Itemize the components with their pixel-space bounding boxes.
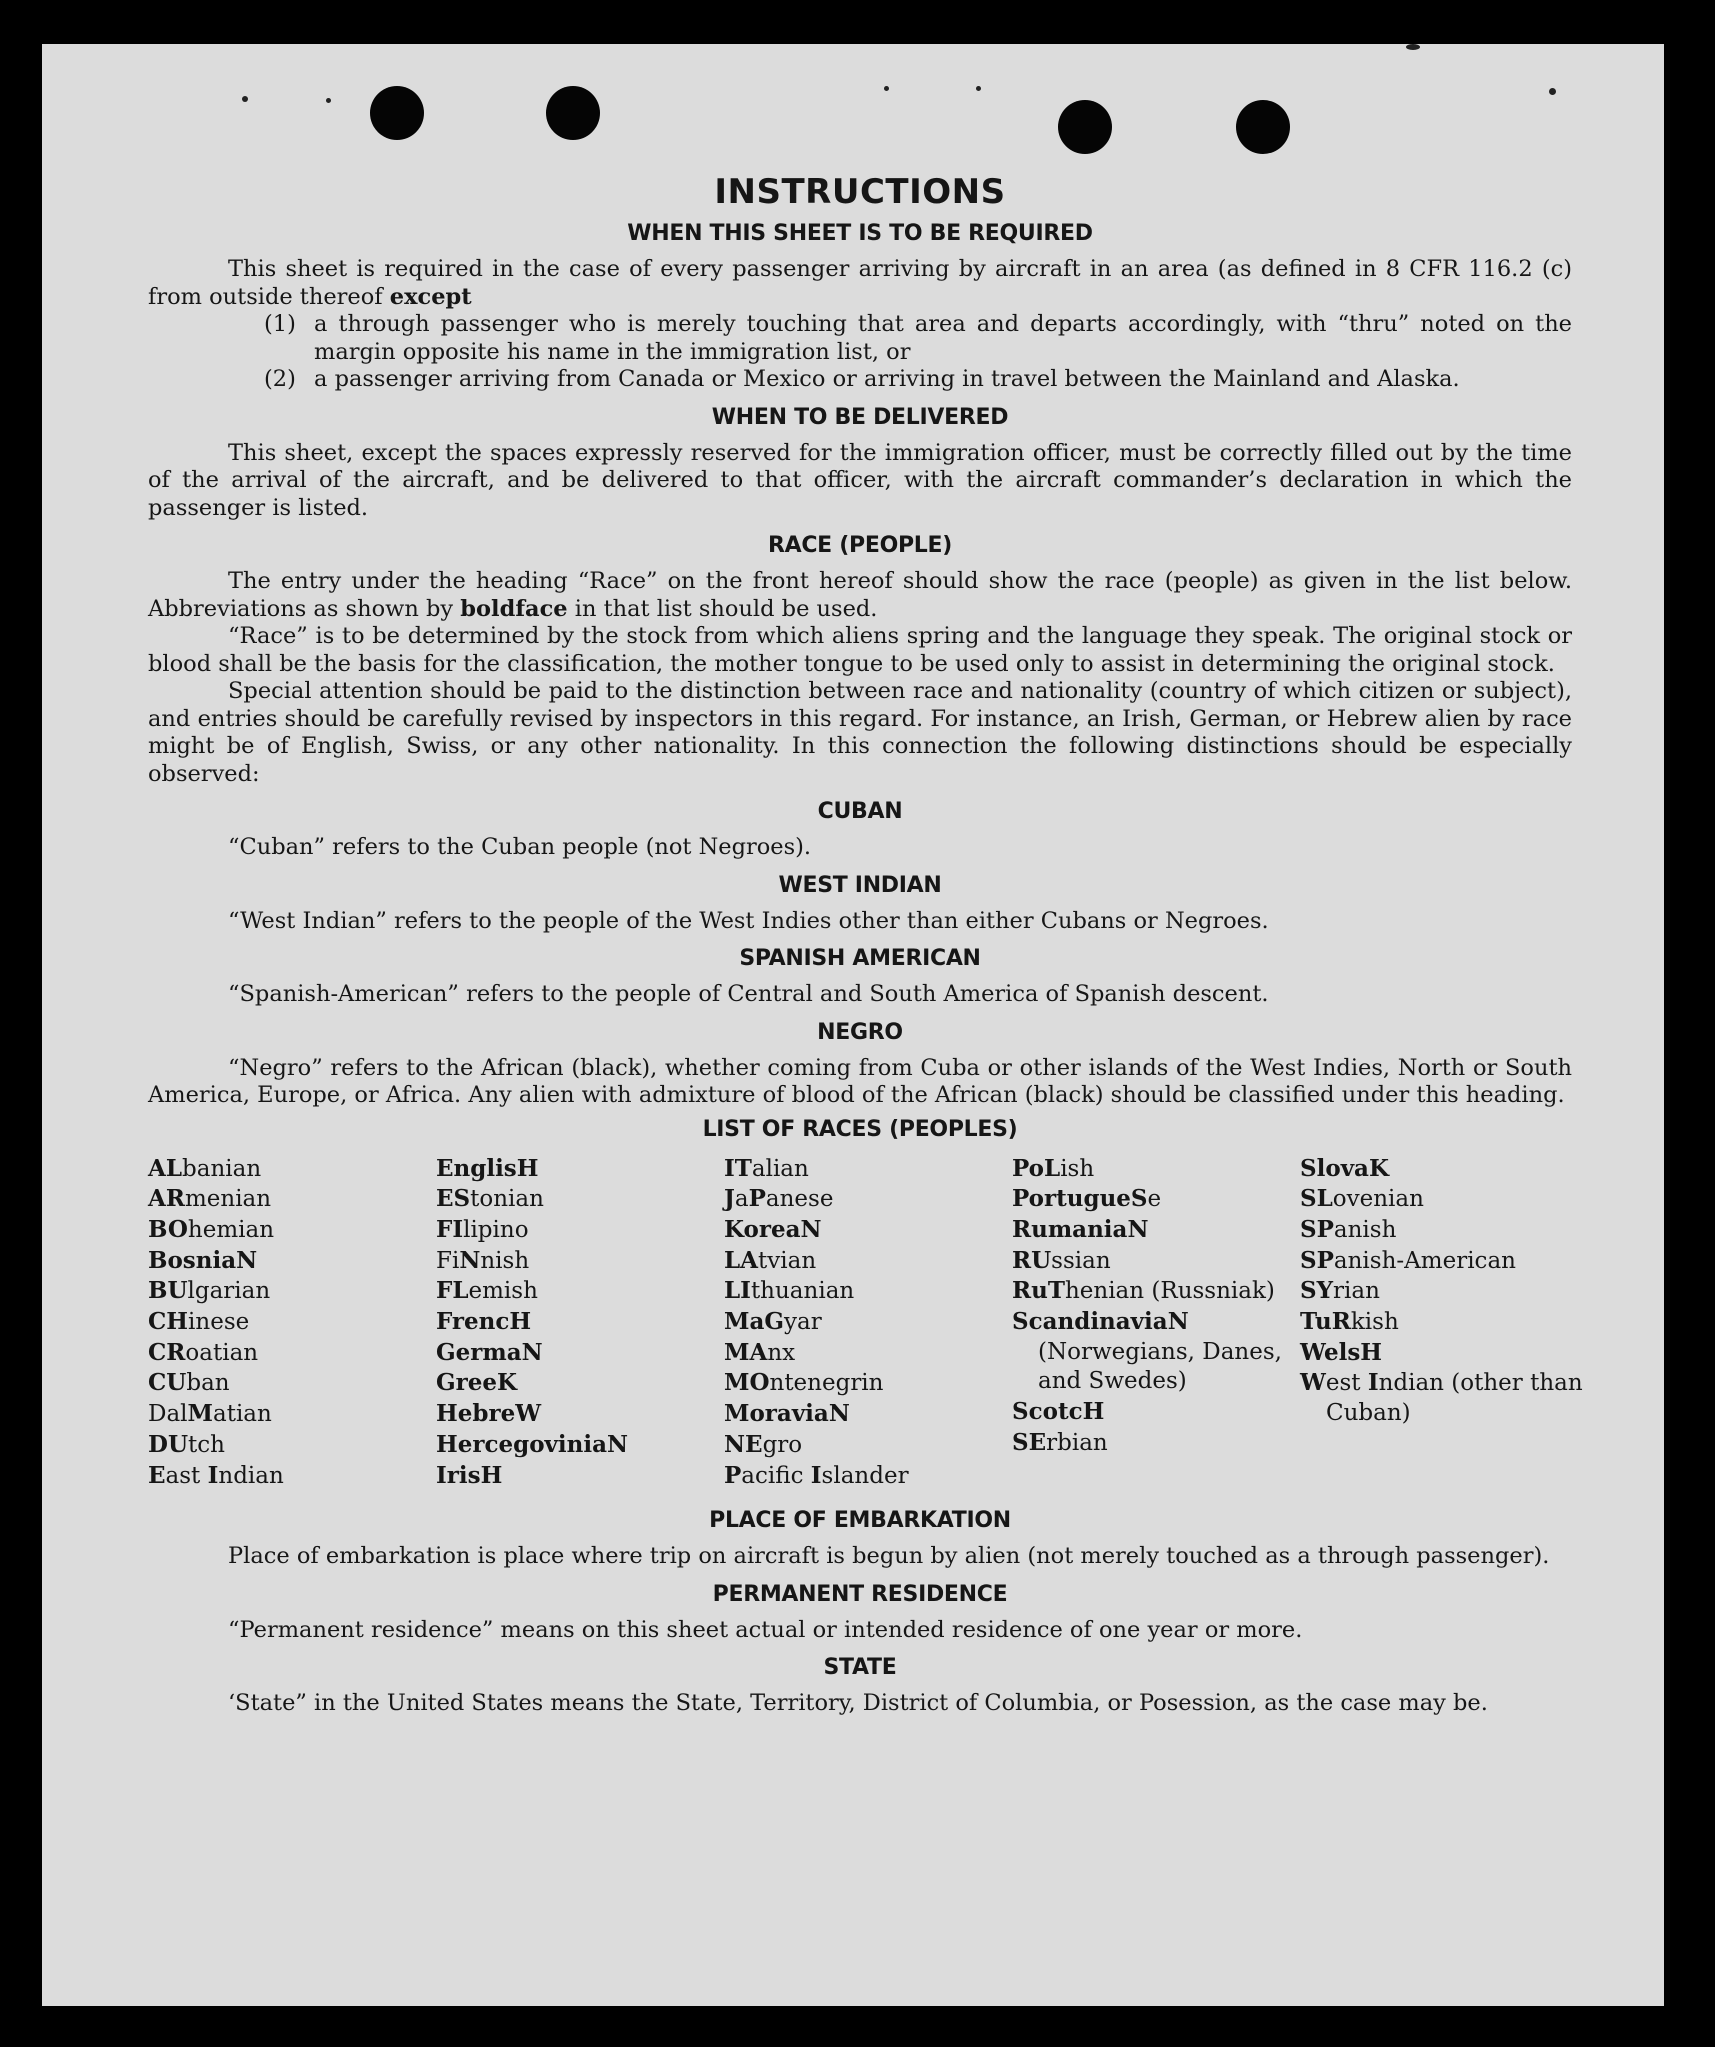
race-text: ssian	[1051, 1247, 1111, 1274]
race-column	[148, 1154, 436, 1492]
race-abbreviation: N	[607, 1430, 629, 1458]
race-abbreviation: Bosnia	[148, 1246, 237, 1274]
race-abbreviation: Korea	[724, 1215, 801, 1243]
exception-text: a passenger arriving from Canada or Mexico or arriving in travel between the Mainland and Alaska.	[314, 366, 1460, 392]
race-abbreviation: RU	[1012, 1246, 1052, 1274]
race-item	[436, 1215, 724, 1246]
race-abbreviation: FI	[436, 1215, 464, 1243]
race-text: e	[1147, 1186, 1162, 1213]
race-paragraph-2: “Race” is to be determined by the stock from which aliens spring and the language they speak. The original stock or blood shall be the basis for the classification, the mother tongue to be used only to assist in determining the original stock.	[148, 623, 1572, 677]
race-item	[724, 1430, 1012, 1461]
punch-hole	[546, 86, 600, 140]
section-heading-residence: PERMANENT RESIDENCE	[712, 1581, 1008, 1607]
race-abbreviation: ES	[436, 1185, 471, 1213]
punch-hole	[1058, 100, 1112, 154]
race-item	[148, 1338, 436, 1369]
race-abbreviation: Englis	[436, 1154, 517, 1182]
race-item	[724, 1338, 1012, 1369]
required-intro-text: This sheet is required in the case of every passenger arriving by aircraft in an area (as defined in 8 CFR 116.2 (c) from outside thereof	[148, 256, 1572, 310]
race-abbreviation: Slova	[1300, 1154, 1369, 1182]
required-intro	[148, 256, 1572, 311]
race-abbreviation: CR	[148, 1338, 186, 1366]
race-item	[436, 1338, 724, 1369]
section-heading-west-indian: WEST INDIAN	[778, 872, 942, 898]
race-text: menian	[184, 1186, 272, 1213]
race-abbreviation: L	[1044, 1154, 1061, 1182]
race-column	[1300, 1154, 1588, 1492]
exception-item-2	[264, 366, 1572, 394]
race-abbreviation: SP	[1300, 1246, 1334, 1274]
race-item	[724, 1399, 1012, 1430]
race-item	[148, 1399, 436, 1430]
punch-hole	[370, 86, 424, 140]
race-item	[148, 1276, 436, 1307]
race-item	[148, 1307, 436, 1338]
race-abbreviation: Germa	[436, 1338, 522, 1366]
race-text: slander	[821, 1462, 909, 1489]
dust-speck	[976, 86, 981, 91]
race-text: yar	[784, 1309, 822, 1336]
race-abbreviation: IT	[724, 1154, 752, 1182]
race-abbreviation: SY	[1300, 1277, 1334, 1305]
race-abbreviation: SL	[1300, 1185, 1333, 1213]
race-abbreviation: Moravia	[724, 1400, 829, 1428]
race-abbreviation: Hebre	[436, 1400, 516, 1428]
race-item	[724, 1307, 1012, 1338]
race-text: ntenegrin	[769, 1370, 884, 1397]
race-item	[1012, 1428, 1300, 1459]
section-heading-list-of-races: LIST OF RACES (PEOPLES)	[702, 1116, 1018, 1142]
race-abbreviation: Portugue	[1012, 1185, 1131, 1213]
race-item	[436, 1307, 724, 1338]
race-item	[1300, 1154, 1588, 1185]
race-abbreviation: H	[1360, 1338, 1383, 1366]
race-text: anish-American	[1333, 1247, 1516, 1274]
race-abbreviation: SP	[1300, 1215, 1334, 1243]
race-abbreviation: Scotc	[1012, 1398, 1083, 1426]
race-abbreviation: Iris	[436, 1461, 481, 1489]
race-text: alian	[751, 1155, 809, 1182]
race-abbreviation: W	[1300, 1369, 1326, 1397]
race-abbreviation: Rumania	[1012, 1215, 1128, 1243]
exception-number: (1)	[264, 311, 296, 337]
race-item	[1012, 1215, 1300, 1246]
race-text: henian (Russniak)	[1064, 1278, 1275, 1305]
race-abbreviation: BO	[148, 1215, 188, 1243]
race-item	[1300, 1307, 1588, 1338]
race-text: ast	[165, 1462, 208, 1489]
section-heading-cuban: CUBAN	[817, 799, 903, 824]
section-heading-required: WHEN THIS SHEET IS TO BE REQUIRED	[627, 221, 1093, 246]
race-text: acific	[741, 1462, 811, 1489]
race-paragraph-1	[148, 568, 1572, 623]
punch-hole	[1236, 100, 1290, 154]
race-text: hemian	[187, 1216, 275, 1243]
race-text: atian	[212, 1401, 272, 1428]
exception-item-1	[264, 311, 1572, 366]
race-abbreviation: CH	[148, 1308, 189, 1336]
race-item	[1012, 1397, 1300, 1428]
race-abbreviation: AL	[148, 1154, 183, 1182]
section-heading-race: RACE (PEOPLE)	[767, 533, 953, 558]
race-item	[724, 1461, 1012, 1492]
race-text: nish	[480, 1247, 530, 1274]
race-item	[724, 1276, 1012, 1307]
race-item	[148, 1215, 436, 1246]
race-abbreviation: I	[207, 1461, 219, 1489]
race-p1-text: The entry under the heading “Race” on the front hereof should show the race (people) as given in the list below. Abbreviations as shown by	[148, 568, 1572, 622]
race-abbreviation: Frenc	[436, 1308, 510, 1336]
race-abbreviation: H	[480, 1461, 503, 1489]
race-abbreviation: Gree	[436, 1369, 498, 1397]
race-abbreviation: NE	[724, 1430, 763, 1458]
race-item	[148, 1184, 436, 1215]
race-abbreviation: MO	[724, 1369, 770, 1397]
race-abbreviation: I	[810, 1461, 822, 1489]
race-abbreviation: W	[515, 1400, 542, 1428]
race-item	[436, 1154, 724, 1185]
race-text: lgarian	[187, 1278, 271, 1305]
race-abbreviation: CU	[148, 1369, 187, 1397]
race-item	[1300, 1215, 1588, 1246]
race-list	[148, 1154, 1583, 1492]
race-text: Dal	[148, 1401, 188, 1428]
delivered-text: This sheet, except the spaces expressly reserved for the immigration officer, must be correctly filled out by the time of the arrival of the aircraft, and be delivered to that officer, with the aircraft commander’s declaration in which the passenger is listed.	[148, 439, 1572, 521]
dust-speck	[1549, 88, 1556, 95]
race-text: nx	[767, 1339, 796, 1366]
race-column	[436, 1154, 724, 1492]
race-text: thuanian	[750, 1278, 855, 1305]
embarkation-text: Place of embarkation is place where trip on aircraft is begun by alien (not merely touched as a through passenger).	[228, 1543, 1550, 1570]
race-abbreviation: BU	[148, 1277, 188, 1305]
race-item	[724, 1246, 1012, 1277]
race-text: ndian (other than Cuban)	[1326, 1370, 1583, 1427]
race-abbreviation: H	[509, 1308, 532, 1336]
race-abbreviation: K	[497, 1369, 518, 1397]
section-heading-embarkation: PLACE OF EMBARKATION	[709, 1508, 1011, 1534]
race-text: emish	[468, 1278, 538, 1305]
race-text: tvian	[758, 1247, 817, 1274]
race-text: ish	[1060, 1155, 1095, 1182]
race-item	[1300, 1338, 1588, 1369]
race-abbreviation: E	[148, 1461, 166, 1489]
race-item	[148, 1246, 436, 1277]
race-item	[148, 1461, 436, 1492]
race-text: ban	[186, 1370, 230, 1397]
race-item	[1012, 1246, 1300, 1277]
race-abbreviation: SE	[1012, 1428, 1047, 1456]
race-item	[148, 1368, 436, 1399]
race-abbreviation: T	[1047, 1277, 1065, 1305]
race-abbreviation: Ru	[1012, 1277, 1048, 1305]
race-item	[1012, 1184, 1300, 1215]
race-abbreviation: LA	[724, 1246, 759, 1274]
race-abbreviation: N	[521, 1338, 543, 1366]
race-abbreviation: N	[1127, 1215, 1149, 1243]
dust-speck	[326, 98, 331, 103]
race-text: ovenian	[1332, 1186, 1424, 1213]
race-abbreviation: N	[236, 1246, 258, 1274]
section-heading-delivered: WHEN TO BE DELIVERED	[711, 404, 1009, 430]
race-p1-boldface: boldface	[460, 595, 568, 622]
race-item	[436, 1184, 724, 1215]
section-heading-state: STATE	[823, 1655, 897, 1681]
race-abbreviation: K	[1368, 1154, 1389, 1182]
race-abbreviation: N	[828, 1400, 850, 1428]
dust-speck	[242, 96, 248, 102]
document-content	[148, 172, 1583, 1718]
west-indian-text: “West Indian” refers to the people of the West Indies other than either Cubans or Negroes.	[228, 907, 1269, 934]
race-item	[148, 1154, 436, 1185]
race-item	[724, 1154, 1012, 1185]
race-item	[436, 1430, 724, 1461]
race-abbreviation: N	[800, 1215, 822, 1243]
race-abbreviation: Wels	[1300, 1338, 1361, 1366]
race-item	[1300, 1276, 1588, 1307]
race-abbreviation: LI	[724, 1277, 751, 1305]
race-text: banian	[182, 1155, 262, 1182]
race-abbreviation: M	[187, 1400, 213, 1428]
race-text: gro	[762, 1431, 803, 1458]
dust-speck	[884, 86, 889, 91]
race-abbreviation: P	[724, 1461, 742, 1489]
race-item	[436, 1276, 724, 1307]
race-item	[1012, 1154, 1300, 1185]
race-column	[1012, 1154, 1300, 1492]
race-text: (Norwegians, Danes, and Swedes)	[1038, 1338, 1282, 1395]
race-item	[1300, 1184, 1588, 1215]
race-abbreviation: Scandinavia	[1012, 1308, 1168, 1336]
race-item	[1300, 1368, 1588, 1428]
race-p1-text-end: in that list should be used.	[567, 595, 878, 622]
section-heading-spanish-american: SPANISH AMERICAN	[739, 946, 981, 971]
race-abbreviation: N	[459, 1246, 481, 1274]
race-abbreviation: FL	[436, 1277, 469, 1305]
race-abbreviation: AR	[148, 1185, 185, 1213]
race-item	[1300, 1246, 1588, 1277]
race-item	[1012, 1307, 1300, 1397]
race-text: oatian	[185, 1339, 259, 1366]
race-abbreviation: MA	[724, 1338, 768, 1366]
race-abbreviation: P	[748, 1185, 766, 1213]
race-abbreviation: Tu	[1300, 1308, 1332, 1336]
race-text: anish	[1333, 1216, 1397, 1243]
section-heading-negro: NEGRO	[817, 1019, 903, 1045]
race-item	[1012, 1276, 1300, 1307]
residence-text: “Permanent residence” means on this sheet actual or intended residence of one year or more.	[228, 1616, 1303, 1643]
race-abbreviation: Ma	[724, 1308, 765, 1336]
dust-speck	[1406, 44, 1420, 50]
race-text: kish	[1350, 1309, 1399, 1336]
page-title: INSTRUCTIONS	[714, 172, 1006, 212]
race-abbreviation: H	[516, 1154, 539, 1182]
exception-number: (2)	[264, 366, 296, 392]
race-item	[436, 1399, 724, 1430]
race-abbreviation: N	[1167, 1308, 1189, 1336]
race-abbreviation: Hercegovinia	[436, 1430, 608, 1458]
race-text: lipino	[463, 1216, 529, 1243]
race-item	[724, 1215, 1012, 1246]
race-abbreviation: G	[764, 1308, 785, 1336]
race-abbreviation: I	[1367, 1369, 1379, 1397]
required-intro-except: except	[389, 283, 472, 310]
cuban-text: “Cuban” refers to the Cuban people (not Negroes).	[228, 834, 812, 860]
race-text: tch	[188, 1431, 225, 1458]
race-text: est	[1325, 1370, 1368, 1397]
race-paragraph-3: Special attention should be paid to the distinction between race and nationality (country of which citizen or subject), and entries should be carefully revised by inspectors in this regard. For instance, an Irish, German, or Hebrew alien by race might be of English, Swiss, or any other nationality. In this connection the following distinctions should be especially observed:	[148, 678, 1572, 787]
race-text: ndian	[218, 1462, 284, 1489]
exception-text: a through passenger who is merely touching that area and departs accordingly, with “thru” noted on the margin opposite his name in the immigration list, or	[314, 311, 1572, 365]
spanish-american-text: “Spanish-American” refers to the people of Central and South America of Spanish descent.	[228, 981, 1269, 1007]
race-text: inese	[188, 1309, 250, 1336]
race-item	[148, 1430, 436, 1461]
race-abbreviation: J	[724, 1185, 735, 1213]
race-abbreviation: Po	[1012, 1154, 1045, 1182]
race-text: rian	[1333, 1278, 1380, 1305]
race-column	[724, 1154, 1012, 1492]
race-abbreviation: S	[1130, 1185, 1148, 1213]
race-text: Fi	[436, 1247, 460, 1274]
race-item	[436, 1246, 724, 1277]
race-abbreviation: R	[1331, 1308, 1351, 1336]
state-text: ‘State” in the United States means the State, Territory, District of Columbia, or Posession, as the case may be.	[228, 1690, 1488, 1717]
race-abbreviation: H	[1082, 1398, 1105, 1426]
negro-text: “Negro” refers to the African (black), whether coming from Cuba or other islands of the West Indies, North or South America, Europe, or Africa. Any alien with admixture of blood of the African (black) should be classified under this heading.	[148, 1054, 1572, 1108]
race-item	[436, 1368, 724, 1399]
race-text: rbian	[1046, 1429, 1108, 1456]
race-text: tonian	[470, 1186, 544, 1213]
race-abbreviation: DU	[148, 1430, 189, 1458]
race-text: a	[734, 1186, 749, 1213]
race-text: anese	[765, 1186, 834, 1213]
race-item	[436, 1461, 724, 1492]
race-item	[724, 1184, 1012, 1215]
race-item	[724, 1368, 1012, 1399]
